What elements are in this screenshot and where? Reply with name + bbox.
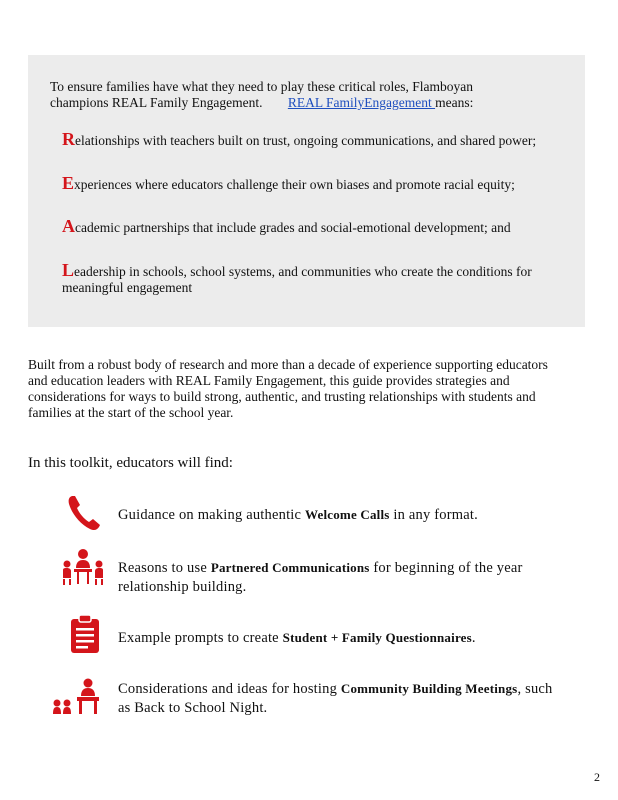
toolkit-item-text: , such as Back to School Night. (118, 681, 553, 716)
toolkit-item-questionnaires (118, 628, 558, 648)
callout-intro (50, 79, 570, 111)
real-letter-e: E (62, 173, 75, 193)
real-letter-a: A (62, 216, 75, 236)
real-item-experiences (62, 175, 552, 193)
callout-intro-end: means: (435, 95, 474, 110)
page-number: 2 (594, 770, 600, 784)
real-item-academic (62, 218, 552, 236)
real-item-leadership (62, 262, 552, 296)
real-item-relationships (62, 131, 552, 149)
real-item-text: xperiences where educators challenge their own biases and promote racial equity; (74, 177, 515, 192)
callout-intro-line1: To ensure families have what they need to play these critical roles, Flamboyan (50, 79, 474, 94)
body-paragraph: Built from a robust body of research and more than a decade of experience supporting educators and education leaders with REAL Family Engagement, this guide provides strategies and considerations for ways to build strong, authentic, and trusting relationships with students and families at the start of the school year. (28, 357, 548, 420)
toolkit-item-text: Example prompts to create (118, 630, 283, 646)
toolkit-item-text: in any format. (389, 507, 478, 523)
toolkit-item-text: . (471, 630, 476, 646)
real-family-engagement-link[interactable]: REAL FamilyEngagement (287, 95, 436, 110)
toolkit-item-text: Considerations and ideas for hosting (118, 681, 341, 697)
toolkit-item-partnered-communications (118, 558, 558, 597)
partnered-meeting-icon (62, 548, 104, 588)
real-letter-r: R (62, 129, 75, 149)
phone-icon (66, 494, 102, 532)
toolkit-item-bold: Community Building Meetings (340, 681, 518, 696)
toolkit-item-text: Guidance on making authentic (118, 507, 305, 523)
toolkit-item-bold: Partnered Communications (210, 560, 370, 575)
real-callout-box (28, 55, 585, 327)
real-letter-l: L (62, 260, 75, 280)
toolkit-item-community-meetings (118, 679, 558, 718)
real-item-text: eadership in schools, school systems, and communities who create the conditions for meaningful engagement (62, 264, 532, 295)
real-item-text: elationships with teachers built on trust, ongoing communications, and shared power; (75, 133, 537, 148)
toolkit-item-bold: Student + Family Questionnaires (282, 630, 472, 645)
toolkit-item-bold: Welcome Calls (305, 507, 390, 522)
toolkit-item-text: Reasons to use (118, 560, 211, 576)
clipboard-icon (70, 614, 100, 654)
real-item-text: cademic partnerships that include grades and social-emotional development; and (75, 220, 511, 235)
toolkit-item-welcome-calls (118, 505, 558, 525)
toolkit-lead: In this toolkit, educators will find: (28, 455, 233, 471)
toolkit-item-text: for beginning of the year relationship building. (118, 560, 523, 595)
callout-intro-line2: champions REAL Family Engagement. (50, 95, 263, 110)
community-meeting-icon (52, 678, 100, 716)
